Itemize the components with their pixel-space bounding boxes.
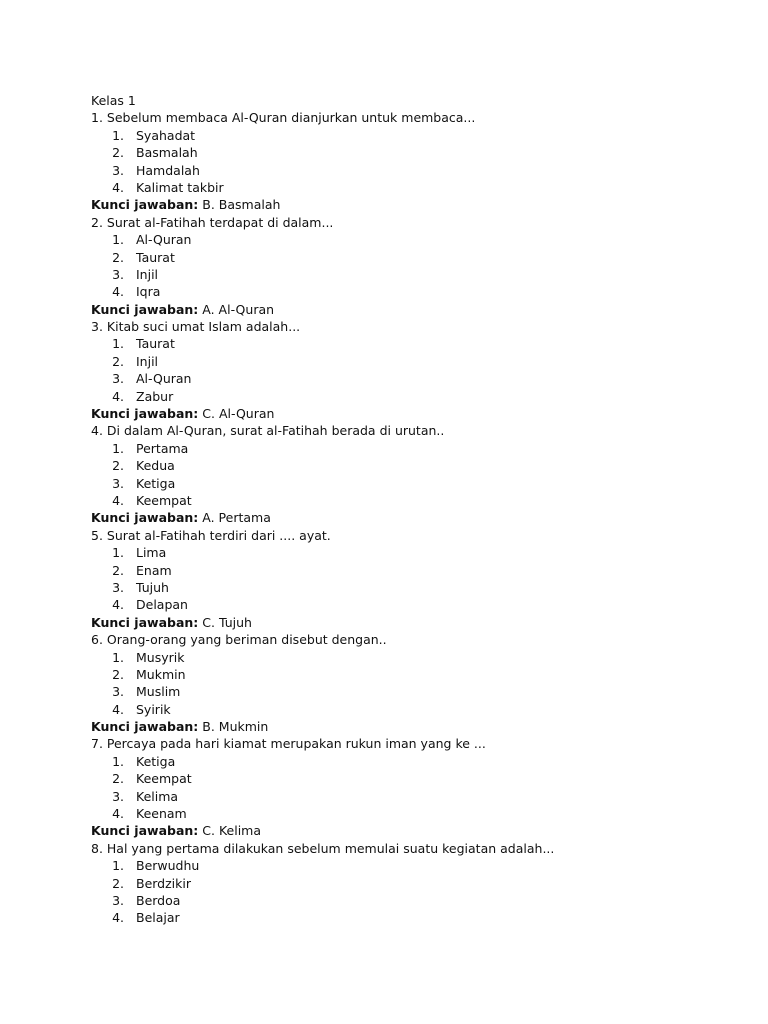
option-number: 2. (112, 562, 124, 578)
option-text: Muslim (136, 684, 181, 700)
option-item (91, 127, 711, 144)
option-text: Al-Quran (136, 371, 192, 387)
answer-key-value: C. Kelima (202, 823, 262, 839)
question-block (91, 527, 711, 631)
option-number: 1. (112, 545, 124, 561)
option-number: 4. (112, 179, 124, 195)
option-item (91, 649, 711, 666)
option-text: Keempat (136, 771, 192, 787)
question-text: 1. Sebelum membaca Al-Quran dianjurkan untuk membaca... (91, 110, 476, 126)
option-text: Syahadat (136, 127, 196, 143)
option-text: Musyrik (136, 649, 185, 665)
option-text: Kedua (136, 458, 175, 474)
answer-key-value: A. Pertama (202, 510, 271, 526)
question-list (91, 109, 711, 926)
answer-key-value: B. Basmalah (202, 197, 281, 213)
option-text: Basmalah (136, 145, 198, 161)
question-block (91, 840, 711, 927)
option-text: Keempat (136, 492, 192, 508)
option-number: 1. (112, 127, 124, 143)
option-item (91, 805, 711, 822)
option-item (91, 475, 711, 492)
option-text: Tujuh (136, 579, 169, 595)
option-text: Taurat (136, 336, 175, 352)
option-item (91, 162, 711, 179)
option-text: Kelima (136, 788, 179, 804)
option-item (91, 266, 711, 283)
question-block (91, 109, 711, 213)
question-block (91, 735, 711, 839)
option-item (91, 909, 711, 926)
question-block (91, 214, 711, 318)
option-item (91, 353, 711, 370)
option-item (91, 144, 711, 161)
option-number: 2. (112, 666, 124, 682)
option-item (91, 249, 711, 266)
option-number: 2. (112, 353, 124, 369)
answer-key (91, 196, 711, 213)
question-text: 8. Hal yang pertama dilakukan sebelum memulai suatu kegiatan adalah... (91, 840, 555, 856)
question-block (91, 318, 711, 422)
answer-key-label: Kunci jawaban: (91, 719, 199, 735)
option-number: 2. (112, 771, 124, 787)
option-number: 4. (112, 284, 124, 300)
option-number: 3. (112, 579, 124, 595)
option-text: Ketiga (136, 753, 176, 769)
option-text: Mukmin (136, 666, 186, 682)
option-text: Keenam (136, 806, 187, 822)
option-number: 2. (112, 875, 124, 891)
option-item (91, 701, 711, 718)
option-number: 3. (112, 266, 124, 282)
answer-key-value: B. Mukmin (202, 719, 269, 735)
option-number: 1. (112, 336, 124, 352)
answer-key-label: Kunci jawaban: (91, 301, 199, 317)
option-item (91, 457, 711, 474)
option-item (91, 683, 711, 700)
option-number: 1. (112, 232, 124, 248)
question-text: 5. Surat al-Fatihah terdiri dari .... ayat. (91, 527, 331, 543)
option-item (91, 335, 711, 352)
answer-key (91, 301, 711, 318)
option-text: Berdzikir (136, 875, 192, 891)
answer-key-label: Kunci jawaban: (91, 406, 199, 422)
option-item (91, 492, 711, 509)
option-number: 4. (112, 910, 124, 926)
option-item (91, 231, 711, 248)
option-number: 3. (112, 788, 124, 804)
option-number: 3. (112, 162, 124, 178)
option-text: Al-Quran (136, 232, 192, 248)
option-text: Berdoa (136, 892, 181, 908)
option-text: Hamdalah (136, 162, 200, 178)
option-item (91, 179, 711, 196)
option-number: 1. (112, 858, 124, 874)
option-item (91, 788, 711, 805)
question-text: 2. Surat al-Fatihah terdapat di dalam... (91, 214, 334, 230)
answer-key-label: Kunci jawaban: (91, 197, 199, 213)
option-item (91, 596, 711, 613)
question-block (91, 631, 711, 735)
answer-key (91, 509, 711, 526)
question-text: 3. Kitab suci umat Islam adalah... (91, 319, 301, 335)
answer-key-value: A. Al-Quran (202, 301, 275, 317)
option-text: Ketiga (136, 475, 176, 491)
answer-key-label: Kunci jawaban: (91, 614, 199, 630)
option-text: Zabur (136, 388, 174, 404)
option-item (91, 579, 711, 596)
option-number: 4. (112, 388, 124, 404)
option-number: 4. (112, 492, 124, 508)
option-text: Pertama (136, 440, 189, 456)
option-item (91, 666, 711, 683)
option-item (91, 857, 711, 874)
option-number: 3. (112, 475, 124, 491)
option-number: 2. (112, 458, 124, 474)
option-item (91, 440, 711, 457)
answer-key (91, 405, 711, 422)
answer-key (91, 718, 711, 735)
option-item (91, 388, 711, 405)
answer-key-label: Kunci jawaban: (91, 823, 199, 839)
option-number: 3. (112, 371, 124, 387)
option-number: 3. (112, 684, 124, 700)
option-number: 1. (112, 440, 124, 456)
option-number: 1. (112, 649, 124, 665)
document-page (91, 92, 711, 927)
option-text: Delapan (136, 597, 188, 613)
answer-key-value: C. Al-Quran (202, 406, 275, 422)
page-title: Kelas 1 (91, 93, 136, 108)
option-text: Injil (136, 266, 159, 282)
answer-key (91, 822, 711, 839)
option-item (91, 770, 711, 787)
option-text: Kalimat takbir (136, 179, 224, 195)
option-text: Syirik (136, 701, 171, 717)
question-text: 4. Di dalam Al-Quran, surat al-Fatihah berada di urutan.. (91, 423, 445, 439)
option-item (91, 544, 711, 561)
option-text: Injil (136, 353, 159, 369)
option-text: Lima (136, 545, 167, 561)
option-text: Taurat (136, 249, 175, 265)
option-item (91, 562, 711, 579)
question-text: 7. Percaya pada hari kiamat merupakan rukun iman yang ke ... (91, 736, 486, 752)
option-text: Berwudhu (136, 858, 200, 874)
option-text: Enam (136, 562, 172, 578)
option-number: 4. (112, 806, 124, 822)
option-item (91, 753, 711, 770)
option-text: Belajar (136, 910, 180, 926)
question-block (91, 422, 711, 526)
option-number: 3. (112, 892, 124, 908)
option-item (91, 875, 711, 892)
option-number: 2. (112, 145, 124, 161)
answer-key (91, 614, 711, 631)
option-number: 1. (112, 753, 124, 769)
option-number: 4. (112, 597, 124, 613)
option-number: 4. (112, 701, 124, 717)
answer-key-label: Kunci jawaban: (91, 510, 199, 526)
option-number: 2. (112, 249, 124, 265)
option-item (91, 283, 711, 300)
option-item (91, 892, 711, 909)
option-text: Iqra (136, 284, 161, 300)
question-text: 6. Orang-orang yang beriman disebut dengan.. (91, 632, 387, 648)
option-item (91, 370, 711, 387)
answer-key-value: C. Tujuh (202, 614, 252, 630)
